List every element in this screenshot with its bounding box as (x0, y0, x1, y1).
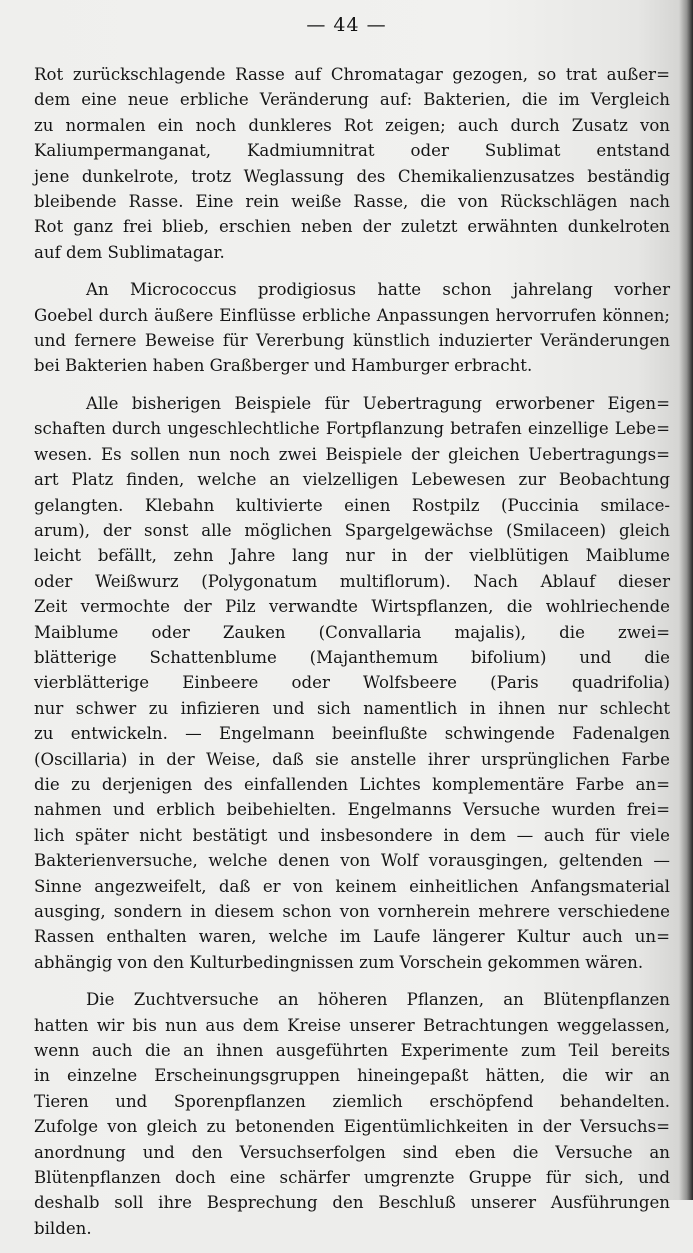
text-line: art Platz finden, welche an vielzelligen Lebewesen zur Beobachtung (34, 470, 670, 490)
paragraph-4 (34, 987, 670, 1241)
paragraph-1 (34, 62, 670, 265)
text-line: Alle bisherigen Beispiele für Uebertragung erworbener Eigen= (86, 393, 670, 413)
paragraph-3 (34, 391, 670, 975)
text-line: Maiblume oder Zauken (Convallaria majalis), die zwei= (34, 622, 670, 642)
text-line: die zu derjenigen des einfallenden Lichtes komplementäre Farbe an= (34, 774, 670, 794)
text-line: nur schwer zu infizieren und sich namentlich in ihnen nur schlecht (34, 698, 670, 718)
text-line: wesen. Es sollen nun noch zwei Beispiele der gleichen Uebertragungs= (34, 444, 670, 464)
text-line: ausging, sondern in diesem schon von vornherein mehrere verschiedene (34, 902, 670, 921)
text-line: vierblätterige Einbeere oder Wolfsbeere (Paris quadrifolia) (34, 673, 670, 693)
text-line: schaften durch ungeschlechtliche Fortpflanzung betrafen einzellige Lebe= (34, 419, 670, 439)
text-line: auf dem Sublimatagar. (34, 242, 225, 262)
text-line: und fernere Beweise für Vererbung künstlich induzierter Veränderungen (34, 331, 670, 351)
text-line: bei Bakterien haben Graßberger und Hamburger erbracht. (34, 356, 533, 376)
text-line: (Oscillaria) in der Weise, daß sie anstelle ihrer ursprünglichen Farbe (34, 749, 670, 769)
text-line: Goebel durch äußere Einflüsse erbliche Anpassungen hervorrufen können; (34, 305, 670, 325)
text-line: Blütenpflanzen doch eine schärfer umgrenzte Gruppe für sich, und (34, 1168, 670, 1188)
text-line: abhängig von den Kulturbedingnissen zum Vorschein gekommen wären. (34, 952, 644, 972)
text-line: blätterige Schattenblume (Majanthemum bifolium) und die (34, 647, 670, 667)
paragraph-2 (34, 277, 670, 379)
text-line: Rot zurückschlagende Rasse auf Chromatagar gezogen, so trat außer= (34, 65, 670, 84)
body-text (34, 62, 670, 1253)
text-line: jene dunkelrote, trotz Weglassung des Chemikalienzusatzes beständig (34, 166, 670, 186)
text-line: Zufolge von gleich zu betonenden Eigentümlichkeiten in der Versuchs= (34, 1117, 670, 1137)
text-line: oder Weißwurz (Polygonatum multiflorum). Nach Ablauf dieser (34, 571, 670, 591)
text-line: Sinne angezweifelt, daß er von keinem einheitlichen Anfangsmaterial (34, 876, 670, 896)
text-line: gelangten. Klebahn kultivierte einen Rostpilz (Puccinia smilace- (34, 495, 670, 515)
text-line: hatten wir bis nun aus dem Kreise unserer Betrachtungen weggelassen, (34, 1015, 670, 1035)
text-line: nahmen und erblich beibehielten. Engelmanns Versuche wurden frei= (34, 800, 670, 820)
text-line: Die Zuchtversuche an höheren Pflanzen, an Blütenpflanzen (86, 990, 670, 1010)
text-line: deshalb soll ihre Besprechung den Beschluß unserer Ausführungen (34, 1193, 670, 1213)
text-line: zu entwickeln. — Engelmann beeinflußte schwingende Fadenalgen (34, 724, 670, 744)
text-line: arum), der sonst alle möglichen Spargelgewächse (Smilaceen) gleich (34, 520, 670, 540)
text-line: bilden. (34, 1218, 92, 1238)
text-line: in einzelne Erscheinungsgruppen hineingepaßt hätten, die wir an (34, 1066, 670, 1086)
text-line: anordnung und den Versuchserfolgen sind eben die Versuche an (34, 1142, 670, 1162)
text-line: Zeit vermochte der Pilz verwandte Wirtspflanzen, die wohlriechende (34, 597, 670, 617)
page-edge-shadow (679, 0, 693, 1200)
text-line: An Micrococcus prodigiosus hatte schon jahrelang vorher (86, 280, 670, 300)
text-line: zu normalen ein noch dunkleres Rot zeigen; auch durch Zusatz von (34, 115, 670, 135)
text-line: Rot ganz frei blieb, erschien neben der zuletzt erwähnten dunkelroten (34, 217, 670, 237)
page-number: — 44 — (306, 14, 387, 36)
text-line: Bakterienversuche, welche denen von Wolf vorausgingen, geltenden — (34, 851, 670, 871)
text-line: Kaliumpermanganat, Kadmiumnitrat oder Sublimat entstand (34, 141, 670, 161)
text-line: lich später nicht bestätigt und insbesondere in dem — auch für viele (34, 825, 670, 845)
text-line: dem eine neue erbliche Veränderung auf: Bakterien, die im Vergleich (34, 90, 670, 110)
text-line: Rassen enthalten waren, welche im Laufe längerer Kultur auch un= (34, 927, 670, 947)
text-line: wenn auch die an ihnen ausgeführten Experimente zum Teil bereits (34, 1041, 670, 1061)
text-line: Tieren und Sporenpflanzen ziemlich erschöpfend behandelten. (34, 1091, 670, 1111)
text-line: bleibende Rasse. Eine rein weiße Rasse, die von Rückschlägen nach (34, 192, 670, 212)
text-line: leicht befällt, zehn Jahre lang nur in der vielblütigen Maiblume (34, 546, 670, 566)
